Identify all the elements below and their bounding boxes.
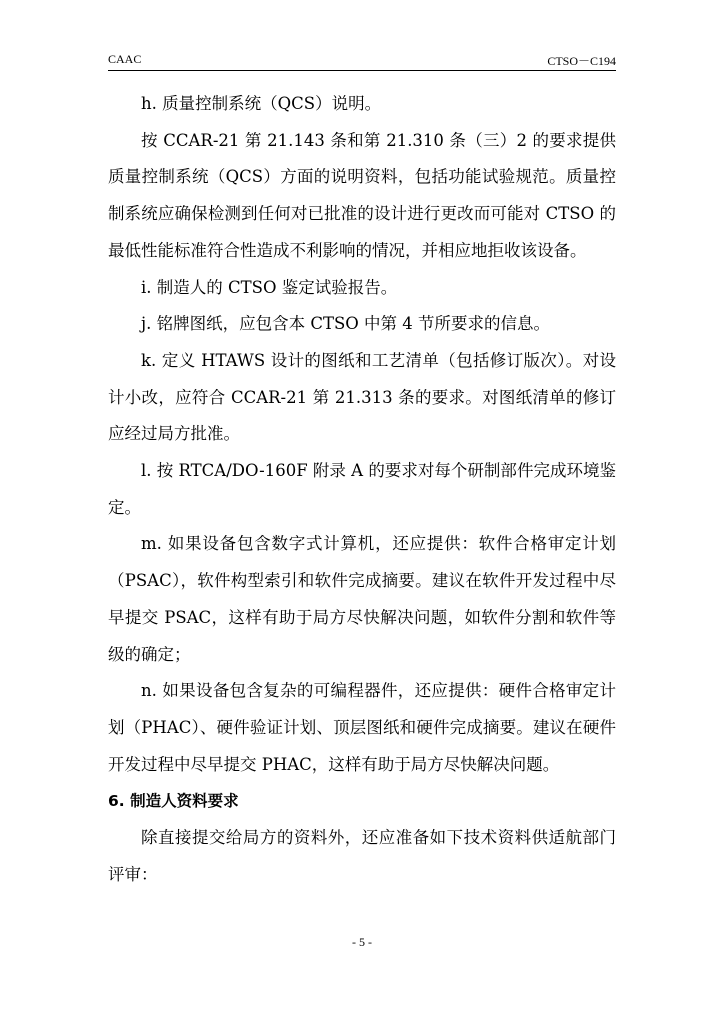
- document-body: [108, 86, 616, 893]
- header-doc-number: CTSO－C194: [547, 54, 616, 68]
- paragraph-m: m. 如果设备包含数字式计算机，还应提供：软件合格审定计划（PSAC），软件构型索引和软件完成摘要。建议在软件开发过程中尽早提交 PSAC，这样有助于局方尽快解决问题，如软件分割和软件等级的确定；: [108, 534, 616, 664]
- page-header: [108, 50, 616, 71]
- page-number: - 5 -: [352, 935, 372, 949]
- header-org-label: CAAC: [108, 52, 142, 66]
- section-heading: 6. 制造人资料要求: [108, 792, 239, 811]
- paragraph-k: k. 定义 HTAWS 设计的图纸和工艺清单（包括修订版次）。对设计小改，应符合 CCAR-21 第 21.313 条的要求。对图纸清单的修订应经过局方批准。: [108, 350, 616, 444]
- paragraph-l: l. 按 RTCA/DO-160F 附录 A 的要求对每个研制部件完成环境鉴定。: [108, 461, 616, 517]
- paragraph-section-6-intro: 除直接提交给局方的资料外，还应准备如下技术资料供适航部门评审：: [108, 828, 616, 884]
- paragraph-h: h. 质量控制系统（QCS）说明。: [141, 94, 382, 113]
- paragraph-h-detail: 按 CCAR-21 第 21.143 条和第 21.310 条（三）2 的要求提供质量控制系统（QCS）方面的说明资料，包括功能试验规范。质量控制系统应确保检测到任何对已批准的设计进行更改而可能对 CTSO 的最低性能标准符合性造成不利影响的情况，并相应地拒收该设备。: [108, 130, 616, 260]
- paragraph-n: n. 如果设备包含复杂的可编程器件，还应提供：硬件合格审定计划（PHAC）、硬件验证计划、顶层图纸和硬件完成摘要。建议在硬件开发过程中尽早提交 PHAC，这样有助于局方尽快解决问题。: [108, 681, 616, 774]
- paragraph-i: i. 制造人的 CTSO 鉴定试验报告。: [141, 277, 398, 297]
- paragraph-j: j. 铭牌图纸，应包含本 CTSO 中第 4 节所要求的信息。: [141, 314, 551, 334]
